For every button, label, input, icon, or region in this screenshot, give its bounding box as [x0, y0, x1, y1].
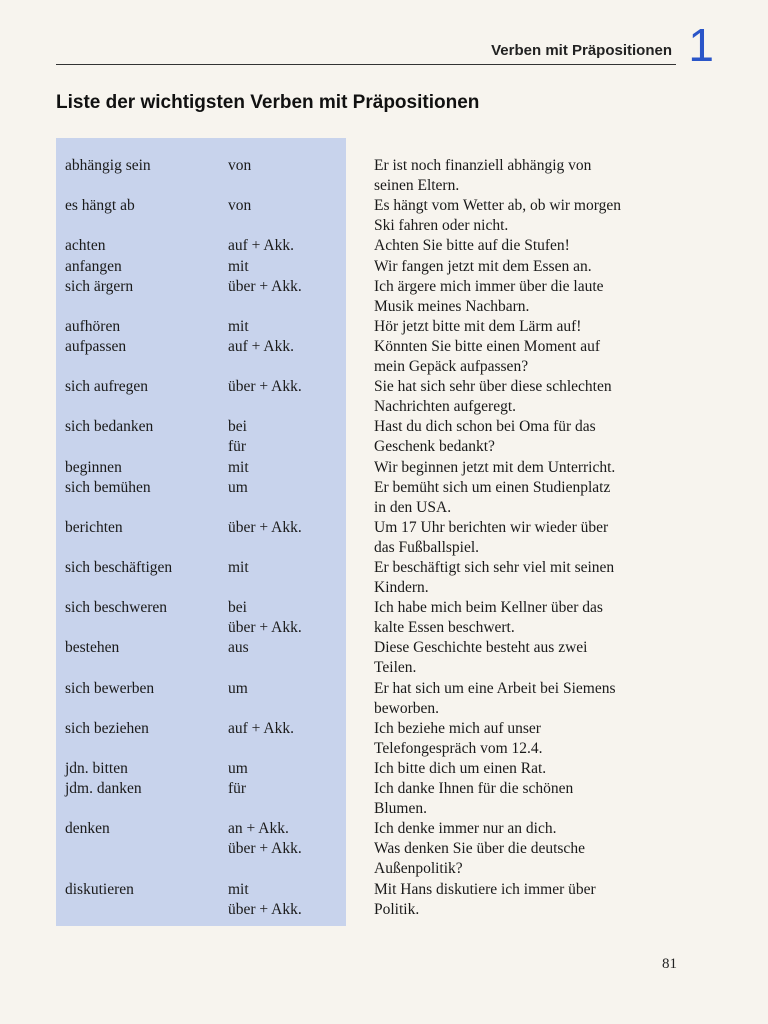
preposition	[228, 779, 246, 799]
example-line: Er hat sich um eine Arbeit bei Siemens	[374, 679, 616, 697]
preposition-line: mit	[228, 257, 249, 275]
example-line: Mit Hans diskutiere ich immer über	[374, 880, 596, 898]
preposition-line: von	[228, 157, 252, 174]
example-line: Hör jetzt bitte mit dem Lärm auf!	[374, 317, 582, 335]
preposition	[228, 196, 251, 216]
example-line: Politik.	[374, 900, 420, 918]
preposition-line: über + Akk.	[228, 277, 302, 295]
verb: sich bewerben	[65, 679, 155, 697]
example-line: Ich denke immer nur an dich.	[374, 820, 557, 838]
preposition	[228, 478, 248, 498]
preposition-line: auf + Akk.	[228, 237, 294, 255]
preposition	[228, 377, 302, 397]
verb: jdm. danken	[65, 780, 142, 798]
example-line: Nachrichten aufgeregt.	[374, 398, 517, 416]
example-line: Musik meines Nachbarn.	[374, 297, 530, 315]
preposition	[228, 156, 251, 176]
example-line: mein Gepäck aufpassen?	[374, 357, 529, 375]
example-line: Diese Geschichte besteht aus zwei	[374, 639, 588, 657]
preposition-line: für	[228, 438, 247, 456]
preposition-line: mit	[228, 880, 249, 898]
verb: sich ärgern	[65, 277, 134, 295]
preposition-line: für	[228, 780, 247, 798]
example-line: seinen Eltern.	[374, 177, 460, 194]
preposition	[228, 719, 294, 739]
example-line: Ich habe mich beim Kellner über das	[374, 599, 603, 617]
preposition	[228, 277, 302, 297]
example-line: Was denken Sie über die deutsche	[374, 840, 585, 858]
preposition-line: auf + Akk.	[228, 337, 294, 355]
example-line: Teilen.	[374, 659, 417, 677]
verb: sich bemühen	[65, 478, 151, 496]
example-sentence	[374, 317, 674, 337]
preposition-line: aus	[228, 639, 249, 657]
example-sentence	[374, 156, 674, 196]
example-sentence	[374, 558, 674, 598]
example-sentence	[374, 196, 674, 236]
verb: aufpassen	[65, 337, 127, 355]
verb: anfangen	[65, 257, 122, 275]
preposition	[228, 337, 294, 357]
verb: sich beschweren	[65, 599, 167, 617]
example-sentence	[374, 277, 674, 317]
preposition	[228, 679, 248, 699]
example-line: Ski fahren oder nicht.	[374, 217, 509, 235]
example-line: Hast du dich schon bei Oma für das	[374, 418, 596, 436]
preposition-line: bei	[228, 418, 247, 436]
example-sentence	[374, 880, 674, 920]
example-line: Es hängt vom Wetter ab, ob wir morgen	[374, 197, 621, 215]
example-sentence	[374, 478, 674, 518]
verb: jdn. bitten	[65, 760, 128, 777]
verb: denken	[65, 820, 110, 838]
example-sentence	[374, 458, 674, 478]
preposition	[228, 598, 302, 638]
example-sentence	[374, 679, 674, 719]
example-line: Er ist noch finanziell abhängig von	[374, 157, 592, 174]
example-sentence	[374, 257, 674, 277]
preposition-line: über + Akk.	[228, 518, 302, 536]
preposition-line: von	[228, 197, 252, 215]
verb: sich beschäftigen	[65, 559, 173, 576]
verb: es hängt ab	[65, 197, 135, 215]
preposition-line: bei	[228, 599, 247, 617]
page-number: 81	[662, 956, 677, 972]
preposition-line: mit	[228, 458, 249, 476]
header-title: Verben mit Präpositionen	[491, 42, 672, 59]
preposition-line: mit	[228, 559, 249, 576]
preposition-line: um	[228, 478, 248, 496]
preposition-line: um	[228, 679, 248, 697]
preposition-line: über + Akk.	[228, 900, 302, 918]
verb: abhängig sein	[65, 157, 151, 174]
example-line: Blumen.	[374, 800, 427, 818]
example-sentence	[374, 417, 674, 457]
example-line: Ich danke Ihnen für die schönen	[374, 780, 574, 798]
example-line: Wir fangen jetzt mit dem Essen an.	[374, 257, 592, 275]
example-sentence	[374, 598, 674, 638]
example-sentence	[374, 819, 674, 879]
example-line: beworben.	[374, 699, 439, 717]
verb: diskutieren	[65, 880, 134, 898]
example-sentence	[374, 337, 674, 377]
verb: aufhören	[65, 317, 121, 335]
example-line: Er bemüht sich um einen Studienplatz	[374, 478, 611, 496]
preposition-line: an + Akk.	[228, 820, 289, 838]
preposition	[228, 518, 302, 538]
example-sentence	[374, 377, 674, 417]
verb: sich aufregen	[65, 378, 149, 396]
example-sentence	[374, 518, 674, 558]
example-line: kalte Essen beschwert.	[374, 619, 515, 637]
preposition	[228, 236, 294, 256]
preposition	[228, 819, 302, 859]
example-sentence	[374, 759, 674, 779]
example-line: Geschenk bedankt?	[374, 438, 495, 456]
header-rule	[56, 64, 676, 65]
verb: berichten	[65, 518, 123, 536]
verb: sich bedanken	[65, 418, 154, 436]
page-title: Liste der wichtigsten Verben mit Präpositionen	[56, 92, 480, 113]
preposition-line: über + Akk.	[228, 619, 302, 637]
preposition-line: auf + Akk.	[228, 719, 294, 737]
verb: beginnen	[65, 458, 122, 476]
example-line: Achten Sie bitte auf die Stufen!	[374, 237, 570, 255]
chapter-number: 1	[688, 19, 714, 71]
preposition-line: über + Akk.	[228, 378, 302, 396]
example-line: Telefongespräch vom 12.4.	[374, 739, 543, 757]
example-line: Ich ärgere mich immer über die laute	[374, 277, 604, 295]
preposition	[228, 558, 249, 578]
example-line: Ich bitte dich um einen Rat.	[374, 760, 547, 777]
example-line: Kindern.	[374, 579, 429, 596]
preposition	[228, 759, 248, 779]
example-sentence	[374, 236, 674, 256]
preposition	[228, 638, 249, 658]
preposition-line: über + Akk.	[228, 840, 302, 858]
example-line: Sie hat sich sehr über diese schlechten	[374, 378, 612, 396]
example-line: Um 17 Uhr berichten wir wieder über	[374, 518, 609, 536]
verb: achten	[65, 237, 106, 255]
preposition-line: mit	[228, 317, 249, 335]
example-line: Er beschäftigt sich sehr viel mit seinen	[374, 559, 615, 576]
preposition	[228, 458, 249, 478]
example-line: das Fußballspiel.	[374, 538, 480, 556]
example-sentence	[374, 638, 674, 678]
example-line: in den USA.	[374, 498, 452, 516]
example-sentence	[374, 719, 674, 759]
example-line: Außenpolitik?	[374, 860, 463, 878]
preposition	[228, 417, 247, 457]
example-line: Ich beziehe mich auf unser	[374, 719, 541, 737]
preposition	[228, 317, 249, 337]
example-line: Wir beginnen jetzt mit dem Unterricht.	[374, 458, 616, 476]
example-sentence	[374, 779, 674, 819]
preposition-line: um	[228, 760, 248, 777]
running-header	[56, 19, 714, 71]
verb: bestehen	[65, 639, 120, 657]
preposition	[228, 880, 302, 920]
preposition	[228, 257, 249, 277]
verb: sich beziehen	[65, 719, 149, 737]
example-line: Könnten Sie bitte einen Moment auf	[374, 337, 600, 355]
